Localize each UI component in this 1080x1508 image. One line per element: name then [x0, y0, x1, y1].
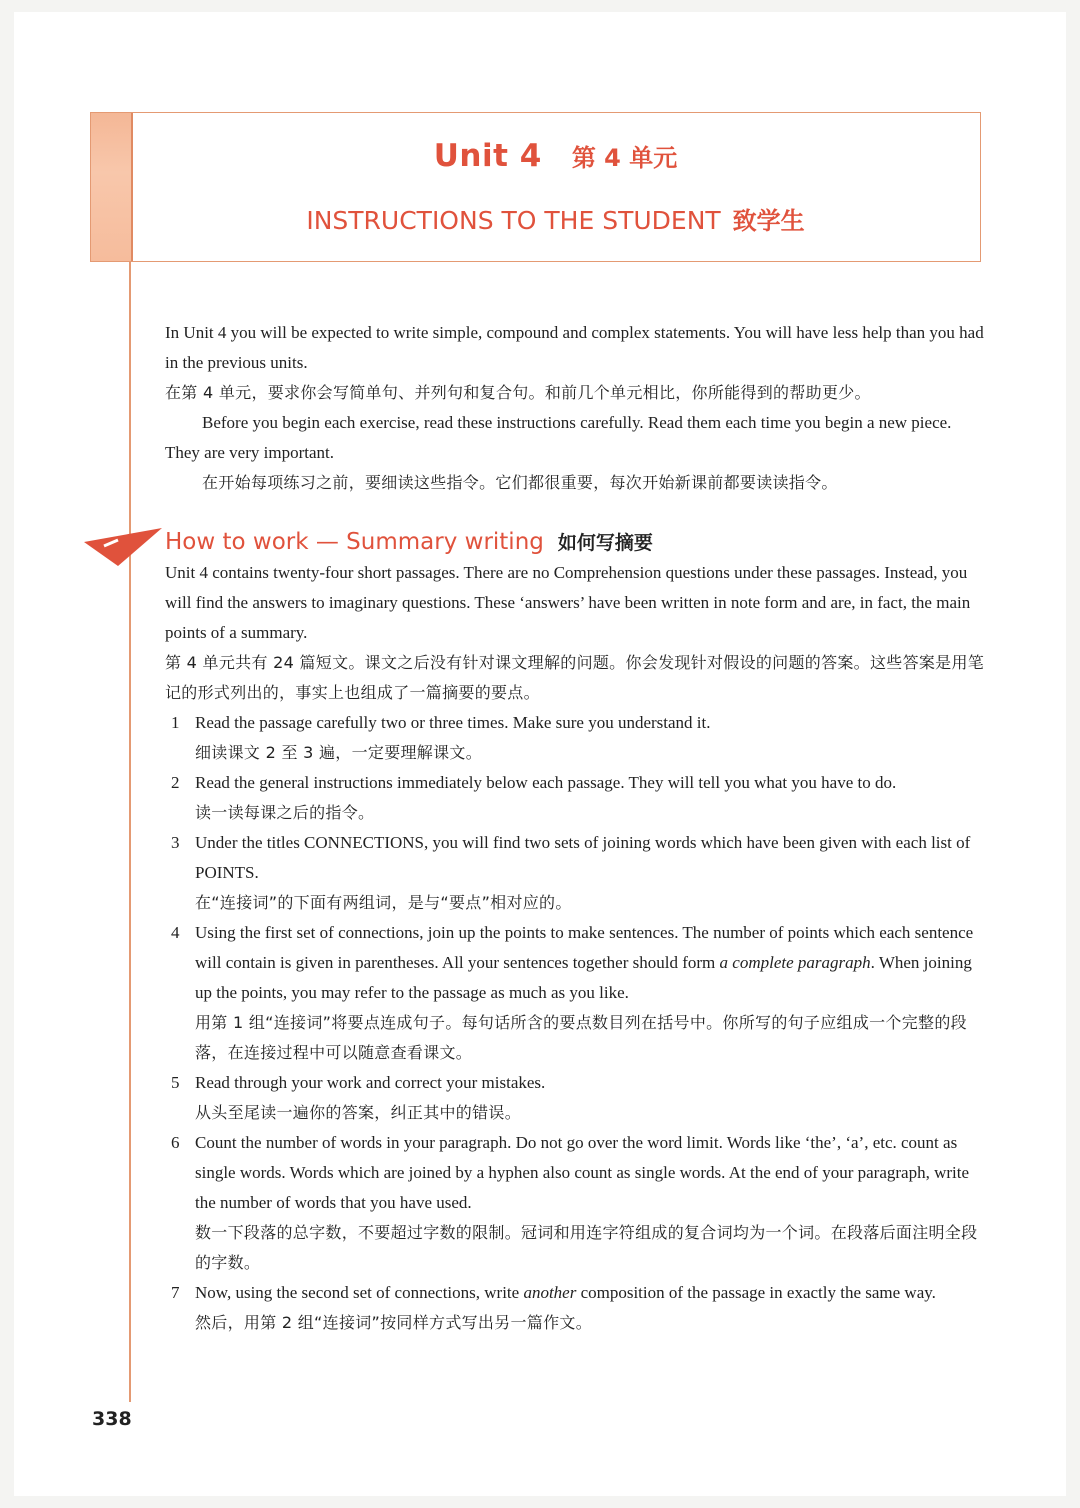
unit-title-cn: 第 4 单元	[571, 144, 678, 172]
list-item-text	[195, 1278, 985, 1308]
instructions-title-en: INSTRUCTIONS TO THE STUDENT	[306, 206, 721, 235]
instructions-title-cn: 致学生	[732, 207, 805, 235]
list-number: 4	[171, 923, 180, 942]
list-item-text-b: composition of the passage in exactly the same way.	[576, 1283, 936, 1302]
section-title-cn: 如何写摘要	[557, 532, 653, 554]
instructions-title	[131, 201, 980, 236]
list-item-text-emphasis: a complete paragraph	[719, 953, 871, 972]
list-number: 1	[171, 713, 180, 732]
list-item-text-emphasis: another	[523, 1283, 577, 1302]
list-item-text-cn: 在“连接词”的下面有两组词，是与“要点”相对应的。	[195, 893, 572, 912]
list-item-text-cn: 从头至尾读一遍你的答案，纠正其中的错误。	[195, 1103, 522, 1122]
list-item-text-cn: 然后，用第 2 组“连接词”按同样方式写出另一篇作文。	[195, 1313, 593, 1332]
list-item	[165, 708, 985, 768]
intro-paragraph-2: Before you begin each exercise, read these instructions carefully. Read them each time you begin a new piece. They are very important.	[165, 413, 952, 462]
section-intro-cn: 第 4 单元共有 24 篇短文。课文之后没有针对课文理解的问题。你会发现针对假设的问题的答案。这些答案是用笔记的形式列出的，事实上也组成了一篇摘要的要点。	[165, 653, 985, 702]
section-title-en: How to work — Summary writing	[165, 529, 544, 555]
list-item-text: Read through your work and correct your mistakes.	[195, 1073, 546, 1092]
intro-paragraph-1-cn: 在第 4 单元，要求你会写简单句、并列句和复合句。和前几个单元相比，你所能得到的帮助更少。	[165, 383, 871, 402]
section-intro: Unit 4 contains twenty-four short passages. There are no Comprehension questions under these passages. Instead, you will find the answers to imaginary questions. These ‘answers’ have been written in note form and are, in fact, the main points of a summary.	[165, 563, 971, 642]
section-arrow-icon	[84, 528, 164, 568]
list-item-text	[195, 918, 985, 1008]
list-number: 3	[171, 833, 180, 852]
list-item	[165, 918, 985, 1068]
list-item-text-cn: 数一下段落的总字数，不要超过字数的限制。冠词和用连字符组成的复合词均为一个词。在段落后面注明全段的字数。	[195, 1223, 978, 1272]
list-item-text: Under the titles CONNECTIONS, you will find two sets of joining words which have been given with each list of POINTS.	[195, 833, 971, 882]
unit-header	[90, 112, 981, 262]
list-item-text: Read the general instructions immediately below each passage. They will tell you what you have to do.	[195, 773, 897, 792]
list-item-text-cn: 细读课文 2 至 3 遍，一定要理解课文。	[195, 743, 483, 762]
list-item-text-cn: 读一读每课之后的指令。	[195, 803, 375, 822]
header-tab	[91, 113, 133, 261]
list-item-text-cn: 用第 1 组“连接词”将要点连成句子。每句话所含的要点数目列在括号中。你所写的句子应组成一个完整的段落，在连接过程中可以随意查看课文。	[195, 1013, 967, 1062]
list-item-text-a: Using the first set of connections, join up the points to make sentences. The number of points which each sentence will contain is given in parentheses. All your sentences together should form	[195, 923, 974, 972]
list-number: 2	[171, 773, 180, 792]
unit-title	[131, 138, 980, 174]
intro-paragraph-1: In Unit 4 you will be expected to write simple, compound and complex statements. You will have less help than you had in the previous units.	[165, 323, 984, 372]
unit-title-en: Unit 4	[433, 138, 542, 174]
section-title	[165, 528, 653, 555]
list-number: 7	[171, 1283, 180, 1302]
intro-block	[165, 318, 985, 498]
section-body	[165, 558, 985, 1338]
page-number: 338	[92, 1408, 132, 1430]
list-item-text: Read the passage carefully two or three times. Make sure you understand it.	[195, 713, 711, 732]
list-item	[165, 1068, 985, 1128]
list-item-text-a: Now, using the second set of connections, write	[195, 1283, 524, 1302]
list-item	[165, 1278, 985, 1338]
list-number: 6	[171, 1133, 180, 1152]
intro-paragraph-2-cn: 在开始每项练习之前，要细读这些指令。它们都很重要，每次开始新课前都要读读指令。	[202, 473, 838, 492]
list-item	[165, 828, 985, 918]
list-item	[165, 1128, 985, 1278]
left-rule	[129, 112, 131, 1402]
list-item	[165, 768, 985, 828]
list-number: 5	[171, 1073, 180, 1092]
list-item-text: Count the number of words in your paragraph. Do not go over the word limit. Words like ‘the’, ‘a’, etc. count as single words. Words which are joined by a hyphen also count as single words. At the end of your paragraph, write the number of words that you have used.	[195, 1133, 970, 1212]
list-item-text-b: . When joining up the points, you may refer to the passage as much as you like.	[195, 953, 972, 1002]
